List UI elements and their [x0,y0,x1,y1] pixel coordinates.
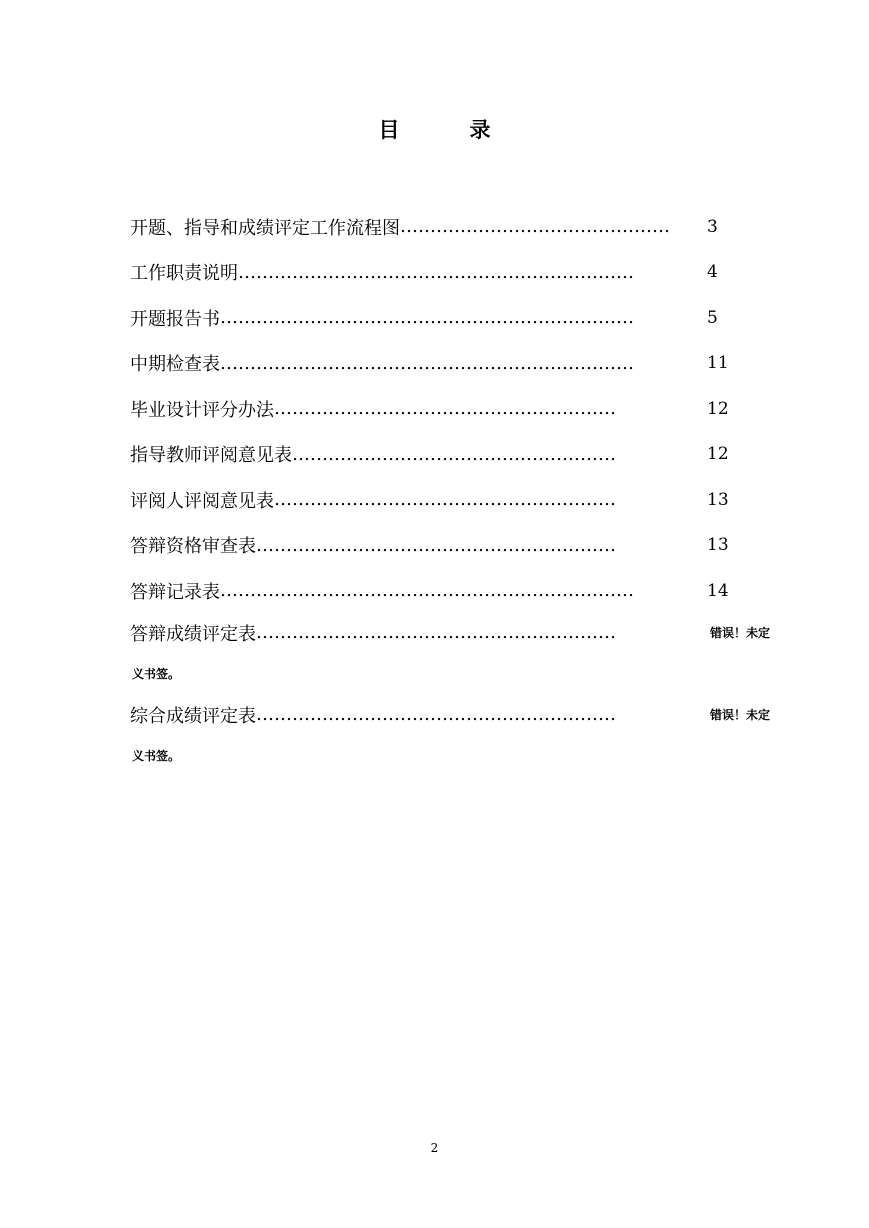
toc-page-number: 3 [707,216,718,237]
toc-page-number: 12 [707,444,729,465]
toc-page-number: 14 [707,580,729,601]
bookmark-error-text: 错误！未定 [710,626,771,640]
toc-entry[interactable] [130,204,790,250]
table-of-contents [130,204,790,778]
toc-entry[interactable] [130,386,790,432]
toc-page-number: 4 [707,262,718,283]
toc-leader-dots: …………………………………………………… [256,534,616,556]
toc-page-number: 12 [707,398,729,419]
toc-entry-label: 开题报告书 [130,308,220,330]
title-char-1: 目 [378,118,400,142]
toc-entry-label: 中期检查表 [130,354,220,376]
toc-leader-dots: …………………………………………………………… [220,580,634,602]
toc-leader-dots: …………………………………………………… [256,704,616,725]
toc-entry[interactable] [130,614,790,652]
toc-entry[interactable] [130,295,790,341]
bookmark-error-continuation: 义书签。 [132,667,181,681]
toc-entry-label: 答辩记录表 [130,581,220,603]
page-number: 2 [430,1141,439,1155]
toc-leader-dots: …………………………………………………… [256,622,616,643]
toc-entry-label: 开题、指导和成绩评定工作流程图 [130,217,400,239]
toc-leader-dots: ……………………………………………… [292,443,616,465]
toc-entry[interactable] [130,250,790,296]
title-char-2: 录 [469,118,491,142]
toc-leader-dots: ………………………………………………… [274,489,616,511]
toc-entry-label: 答辩成绩评定表 [130,623,256,645]
toc-page-number: 13 [707,535,729,556]
toc-entry-label: 评阅人评阅意见表 [130,490,274,512]
toc-leader-dots: ………………………………………………………… [238,261,634,283]
page-title [0,114,869,144]
toc-entry-label: 综合成绩评定表 [130,705,256,727]
toc-entry[interactable] [130,696,790,734]
toc-entry-label: 指导教师评阅意见表 [130,445,292,467]
toc-entry[interactable] [130,568,790,614]
toc-page-number: 5 [707,307,718,328]
toc-entry[interactable] [130,523,790,569]
toc-page-number: 13 [707,489,729,510]
toc-entry[interactable] [130,341,790,387]
toc-leader-dots: …………………………………………………………… [220,307,634,329]
toc-page-number: 11 [707,353,729,374]
bookmark-error-continuation: 义书签。 [132,749,181,763]
toc-entry[interactable] [130,432,790,478]
toc-entry-label: 答辩资格审查表 [130,536,256,558]
toc-entry-label: 毕业设计评分办法 [130,399,274,421]
toc-leader-dots: ………………………………………………… [274,398,616,420]
toc-entry-label: 工作职责说明 [130,263,238,285]
toc-leader-dots: ……………………………………… [400,216,670,238]
toc-leader-dots: …………………………………………………………… [220,352,634,374]
bookmark-error-text: 错误！未定 [710,708,771,722]
toc-entry[interactable] [130,477,790,523]
